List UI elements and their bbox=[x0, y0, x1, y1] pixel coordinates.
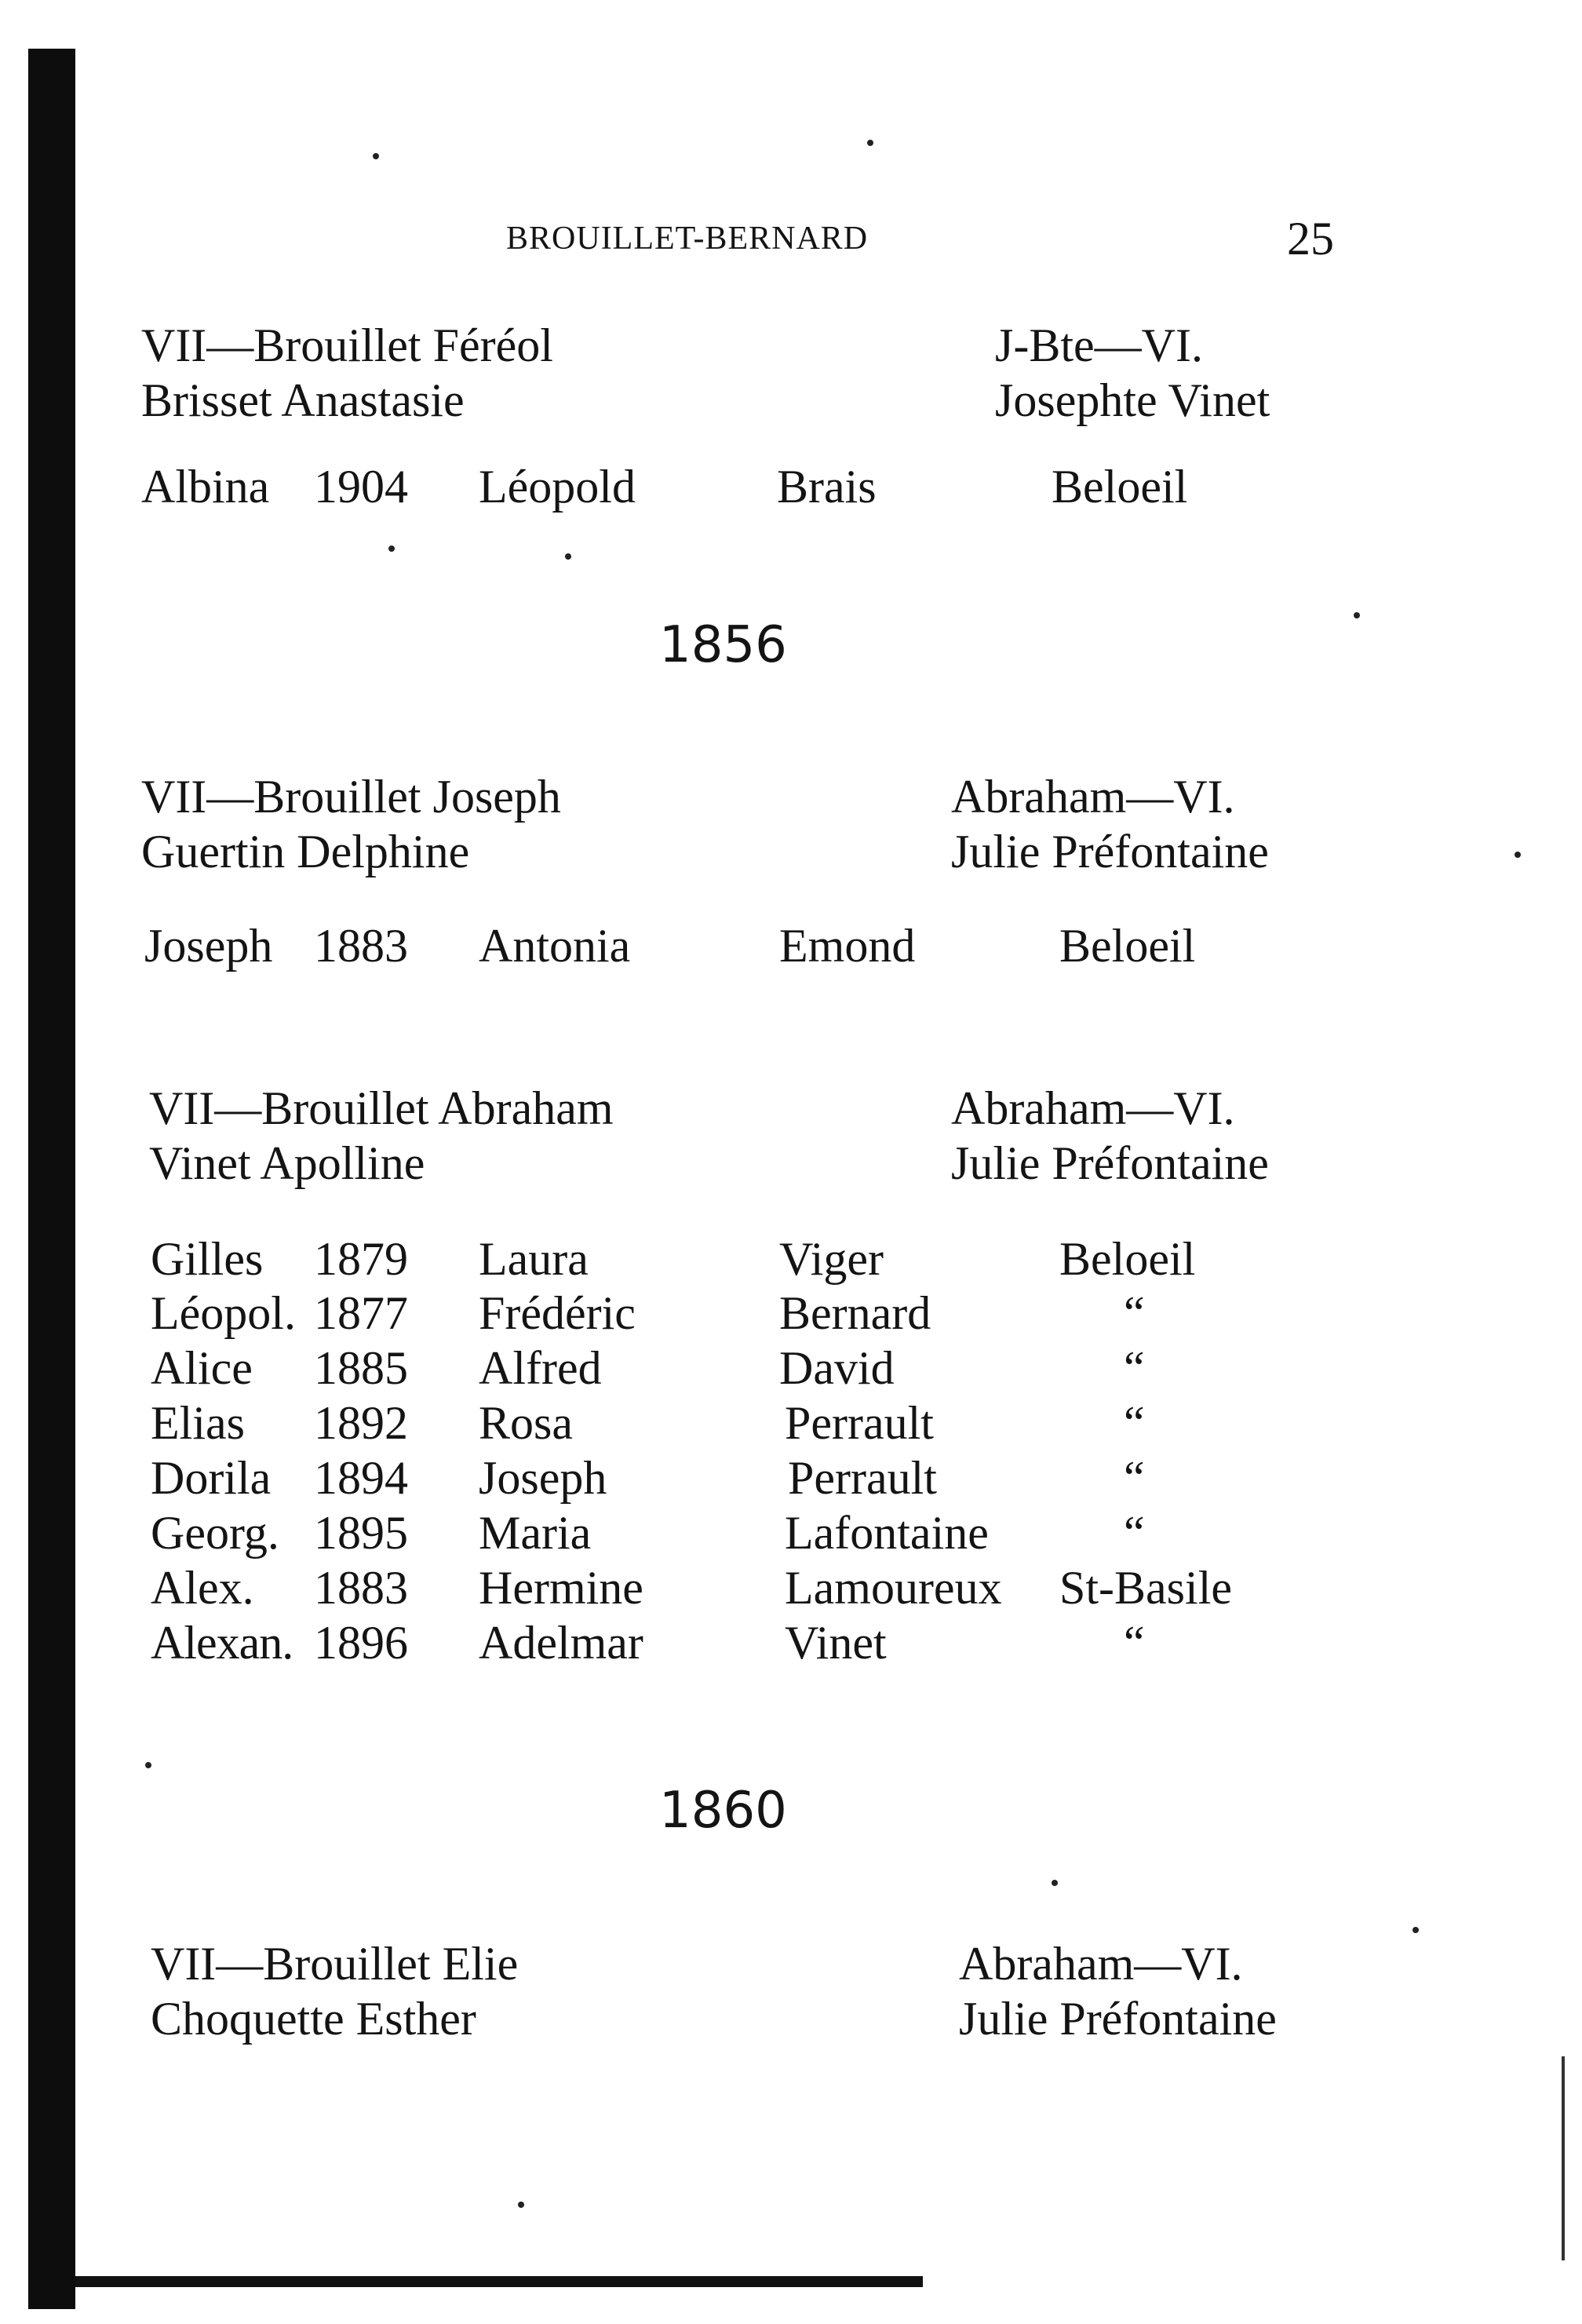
spouse-surname: Lamoureux bbox=[785, 1562, 1002, 1614]
child-name: Gilles bbox=[151, 1233, 264, 1285]
child-name: Dorila bbox=[151, 1452, 272, 1504]
scan-speck bbox=[1052, 1880, 1058, 1886]
wife-name: Choquette Esther bbox=[151, 1993, 476, 2045]
marriage-place-ditto: “ bbox=[1124, 1507, 1145, 1559]
wife-parent: Julie Préfontaine bbox=[959, 1993, 1277, 2045]
page-number: 25 bbox=[1287, 213, 1334, 265]
wife-name: Guertin Delphine bbox=[141, 826, 470, 877]
spouse-given-name: Antonia bbox=[479, 920, 631, 972]
child-name: Alice bbox=[151, 1342, 253, 1394]
spouse-surname: Viger bbox=[779, 1233, 884, 1285]
marriage-place-ditto: “ bbox=[1124, 1287, 1145, 1339]
spouse-given-name: Maria bbox=[479, 1507, 592, 1559]
husband-parent: Abraham—VI. bbox=[951, 771, 1235, 823]
marriage-year: 1892 bbox=[314, 1397, 408, 1449]
bottom-page-edge bbox=[75, 2276, 923, 2287]
spouse-surname: Perrault bbox=[785, 1397, 934, 1449]
spouse-surname: David bbox=[779, 1342, 895, 1394]
wife-parent: Julie Préfontaine bbox=[951, 826, 1269, 877]
spouse-given-name: Rosa bbox=[479, 1397, 573, 1449]
section-year-heading: 1856 bbox=[659, 616, 787, 674]
spouse-given-name: Joseph bbox=[479, 1452, 607, 1504]
scan-speck bbox=[1515, 852, 1521, 858]
husband-name: VII—Brouillet Abraham bbox=[149, 1082, 614, 1134]
wife-name: Vinet Apolline bbox=[149, 1137, 425, 1189]
wife-parent: Julie Préfontaine bbox=[951, 1137, 1269, 1189]
marriage-year: 1904 bbox=[314, 461, 408, 513]
spouse-given-name: Alfred bbox=[479, 1342, 602, 1394]
spouse-surname: Bernard bbox=[779, 1287, 931, 1339]
scan-speck bbox=[1412, 1927, 1419, 1933]
marriage-place: Beloeil bbox=[1059, 1233, 1196, 1285]
marriage-place: Beloeil bbox=[1059, 920, 1196, 972]
page-binding-edge bbox=[28, 49, 75, 2309]
marriage-place-ditto: “ bbox=[1124, 1617, 1145, 1669]
husband-name: VII—Brouillet Joseph bbox=[141, 771, 561, 823]
marriage-place-ditto: “ bbox=[1124, 1397, 1145, 1449]
right-edge-mark bbox=[1562, 2056, 1565, 2260]
marriage-year: 1894 bbox=[314, 1452, 408, 1504]
child-name: Elias bbox=[151, 1397, 245, 1449]
scan-speck bbox=[518, 2202, 524, 2208]
spouse-surname: Emond bbox=[779, 920, 916, 972]
marriage-year: 1877 bbox=[314, 1287, 408, 1339]
scan-speck bbox=[565, 553, 571, 560]
husband-parent: Abraham—VI. bbox=[959, 1938, 1243, 1990]
marriage-year: 1895 bbox=[314, 1507, 408, 1559]
child-name: Joseph bbox=[144, 920, 273, 972]
spouse-given-name: Laura bbox=[479, 1233, 589, 1285]
marriage-place: Beloeil bbox=[1052, 461, 1188, 513]
spouse-surname: Lafontaine bbox=[785, 1507, 989, 1559]
spouse-given-name: Léopold bbox=[479, 461, 636, 513]
scan-speck bbox=[867, 140, 873, 146]
running-header-title: BROUILLET-BERNARD bbox=[506, 221, 869, 257]
spouse-given-name: Hermine bbox=[479, 1562, 643, 1614]
section-year-heading: 1860 bbox=[659, 1782, 787, 1840]
spouse-surname: Vinet bbox=[785, 1617, 887, 1669]
child-name: Alexan. bbox=[151, 1617, 293, 1669]
spouse-surname: Brais bbox=[777, 461, 877, 513]
scan-speck bbox=[373, 153, 379, 159]
spouse-surname: Perrault bbox=[788, 1452, 937, 1504]
marriage-place-ditto: “ bbox=[1124, 1452, 1145, 1504]
marriage-year: 1879 bbox=[314, 1233, 408, 1285]
child-name: Léopol. bbox=[151, 1287, 296, 1339]
wife-name: Brisset Anastasie bbox=[141, 374, 465, 426]
spouse-given-name: Frédéric bbox=[479, 1287, 636, 1339]
husband-parent: Abraham—VI. bbox=[951, 1082, 1235, 1134]
scan-speck bbox=[388, 545, 395, 552]
marriage-year: 1896 bbox=[314, 1617, 408, 1669]
child-name: Albina bbox=[141, 461, 270, 513]
child-name: Georg. bbox=[151, 1507, 279, 1559]
husband-name: VII—Brouillet Elie bbox=[151, 1938, 519, 1990]
spouse-given-name: Adelmar bbox=[479, 1617, 643, 1669]
wife-parent: Josephte Vinet bbox=[995, 374, 1270, 426]
scan-speck bbox=[1354, 612, 1360, 618]
marriage-place-ditto: “ bbox=[1124, 1342, 1145, 1394]
scan-speck bbox=[145, 1762, 151, 1768]
marriage-year: 1883 bbox=[314, 920, 408, 972]
child-name: Alex. bbox=[151, 1562, 254, 1614]
marriage-place: St-Basile bbox=[1059, 1562, 1232, 1614]
husband-parent: J-Bte—VI. bbox=[995, 319, 1203, 371]
marriage-year: 1883 bbox=[314, 1562, 408, 1614]
husband-name: VII—Brouillet Féréol bbox=[141, 319, 553, 371]
marriage-year: 1885 bbox=[314, 1342, 408, 1394]
